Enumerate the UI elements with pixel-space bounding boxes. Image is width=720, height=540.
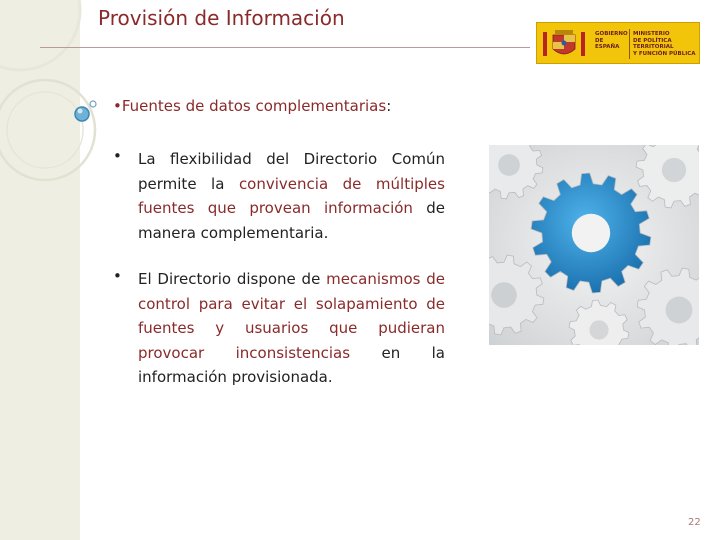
bullet-marker: • [113,147,122,165]
logo-ministerio-text: MINISTERIO DE POLÍTICA TERRITORIAL Y FUNCIÓN PÚBLICA [633,31,696,57]
page-number: 22 [688,517,701,528]
coat-of-arms-icon [541,26,587,60]
subhead-colon: : [386,97,392,115]
bullet-text: El Directorio dispone de mecanismos de control para evitar el solapamiento de fuentes y usuarios que pudieran provocar inconsistencias en la información provisionada. [138,270,446,386]
gray-gear-hub [491,282,517,308]
gears-image [489,145,699,345]
highlighted-text: convivencia de múltiples fuentes que provean información [138,174,445,217]
blue-gear-hub [572,214,610,252]
subhead-text: Fuentes de datos complementarias [121,97,387,115]
logo-divider [629,29,630,59]
logo-gobierno-text: GOBIERNO DE ESPAÑA [595,31,628,50]
highlighted-text: mecanismos de control para evitar el solapamiento de fuentes y usuarios que pudieran provocar inconsistencias [138,270,446,362]
slide-title: Provisión de Información [98,6,345,30]
government-logo [536,22,700,64]
gray-gear-hub [498,154,520,176]
gray-gear-hub [662,158,686,182]
gray-gear-hub [589,320,608,339]
gray-gear-hub [666,297,693,324]
subhead-bullet: • [113,97,122,115]
bullet-text: La flexibilidad del Directorio Común permite la convivencia de múltiples fuentes que provean información de manera complementaria. [138,150,445,242]
bullet-marker: • [113,267,122,285]
section-subheading [113,97,391,115]
title-underline [40,47,530,48]
